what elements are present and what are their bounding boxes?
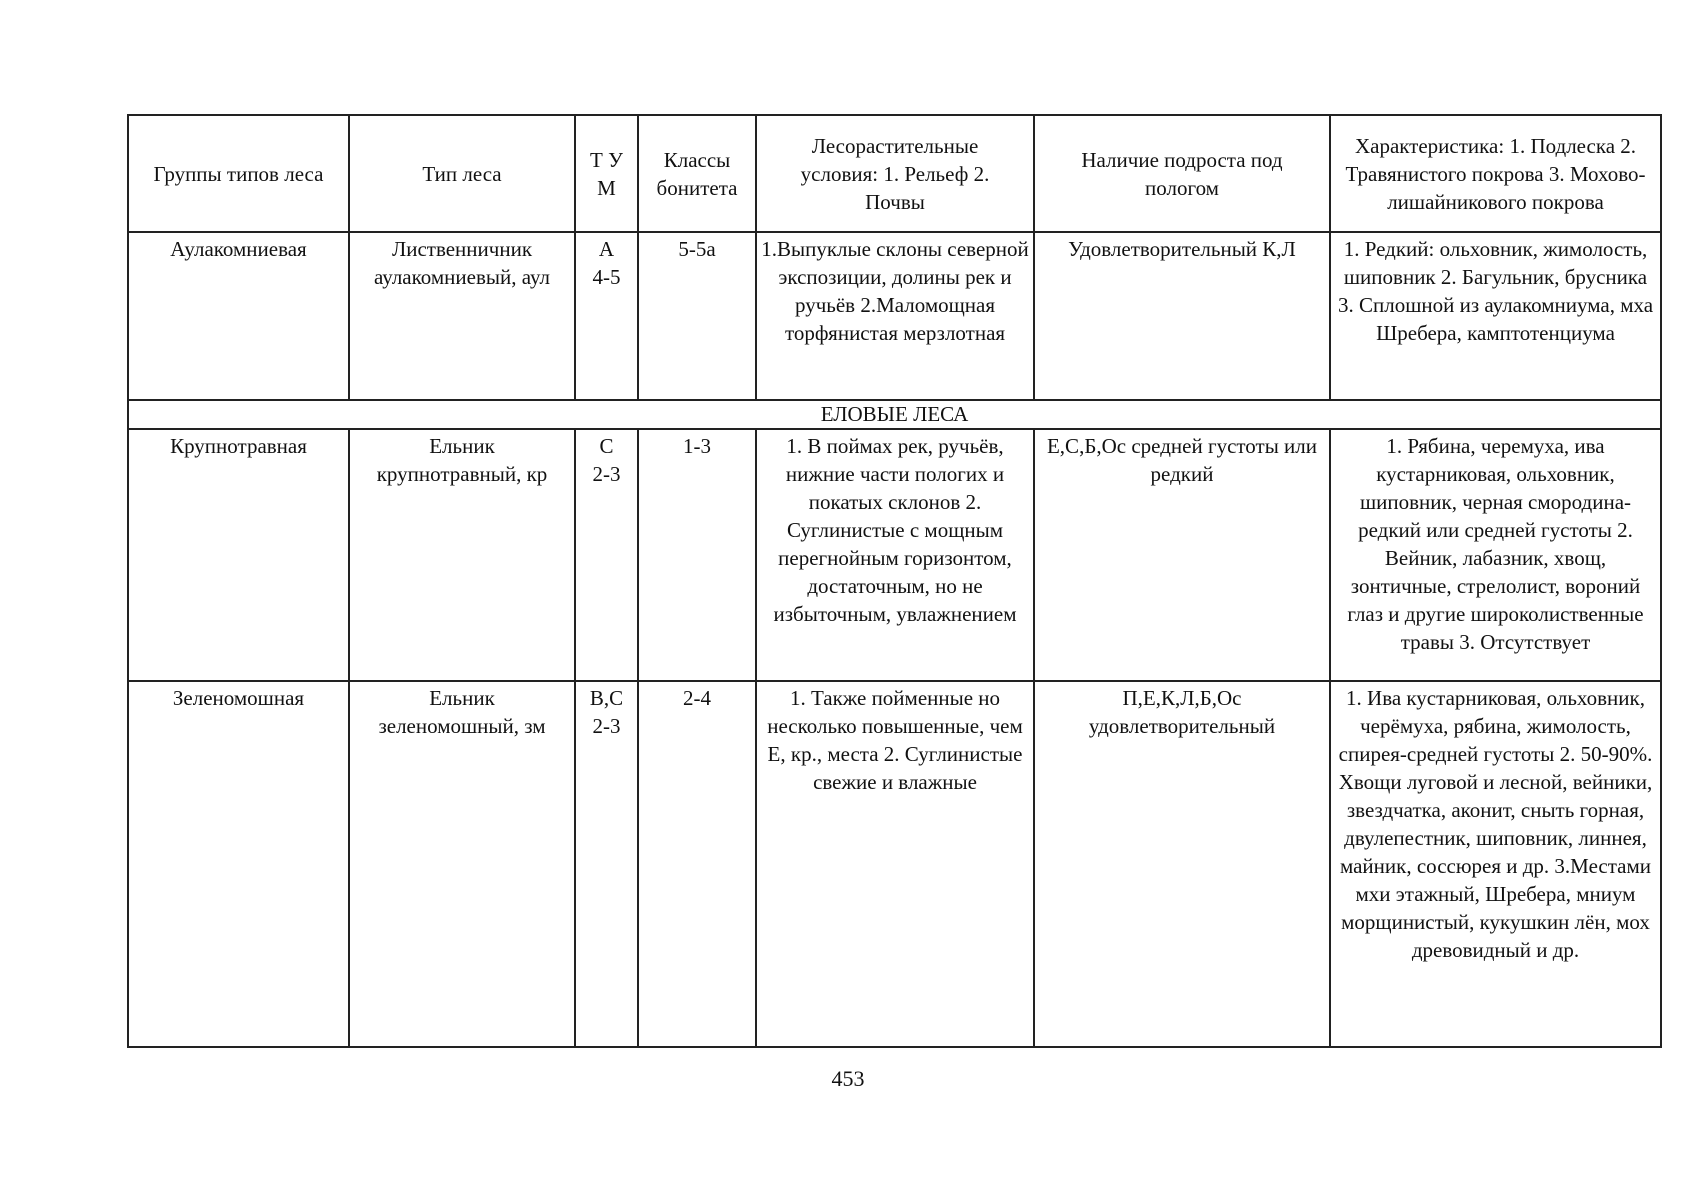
forest-types-table xyxy=(127,114,1662,1048)
page-number: 453 xyxy=(831,1066,865,1091)
cell-characteristic: 1. Рябина, черемуха, ива кустарниковая, ольховник, шиповник, черная смородина-редкий или средней густоты 2. Вейник, лабазник, хвощ, зонтичные, стрелолист, вороний глаз и другие широколиственные травы 3. Отсутствует xyxy=(1330,429,1661,681)
header-tum: Т У М xyxy=(575,115,638,232)
cell-tum: А 4-5 xyxy=(575,232,638,400)
cell-group: Аулакомниевая xyxy=(128,232,349,400)
cell-group: Зеленомошная xyxy=(128,681,349,1047)
header-undergrowth: Наличие подроста под пологом xyxy=(1034,115,1330,232)
cell-type: Лиственничник аулакомниевый, аул xyxy=(349,232,575,400)
cell-tum: В,С 2-3 xyxy=(575,681,638,1047)
cell-tum: С 2-3 xyxy=(575,429,638,681)
cell-characteristic: 1. Ива кустарниковая, ольховник, черёмуха, рябина, жимолость, спирея-средней густоты 2. 50-90%. Хвощи луговой и лесной, вейники, звездчатка, аконит, сныть горная, двулепестник, шиповник, линнея, майник, соссюрея и др. 3.Местами мхи этажный, Шребера, мниум морщинистый, кукушкин лён, мох древовидный и др. xyxy=(1330,681,1661,1047)
header-conditions: Лесорастительные условия: 1. Рельеф 2. Почвы xyxy=(756,115,1034,232)
cell-characteristic: 1. Редкий: ольховник, жимолость, шиповник 2. Багульник, брусника 3. Сплошной из аулакомниума, мха Шребера, камптотенциума xyxy=(1330,232,1661,400)
header-forest-group: Группы типов леса xyxy=(128,115,349,232)
cell-type: Ельник крупнотравный, кр xyxy=(349,429,575,681)
cell-type: Ельник зеленомошный, зм xyxy=(349,681,575,1047)
section-title: ЕЛОВЫЕ ЛЕСА xyxy=(128,400,1661,429)
cell-conditions: 1. Также пойменные но несколько повышенные, чем Е, кр., места 2. Суглинистые свежие и влажные xyxy=(756,681,1034,1047)
header-bonitet: Классы бонитета xyxy=(638,115,756,232)
table-row xyxy=(128,429,1661,681)
table-row xyxy=(128,232,1661,400)
cell-conditions: 1. В поймах рек, ручьёв, нижние части пологих и покатых склонов 2. Суглинистые с мощным перегнойным горизонтом, достаточным, но не избыточным, увлажнением xyxy=(756,429,1034,681)
cell-undergrowth: Е,С,Б,Ос средней густоты или редкий xyxy=(1034,429,1330,681)
table-row xyxy=(128,681,1661,1047)
header-characteristic: Характеристика: 1. Подлеска 2. Травянистого покрова 3. Мохово-лишайникового покрова xyxy=(1330,115,1661,232)
cell-bonitet: 1-3 xyxy=(638,429,756,681)
section-row xyxy=(128,400,1661,429)
header-forest-type: Тип леса xyxy=(349,115,575,232)
cell-bonitet: 2-4 xyxy=(638,681,756,1047)
cell-group: Крупнотравная xyxy=(128,429,349,681)
cell-undergrowth: П,Е,К,Л,Б,Ос удовлетворительный xyxy=(1034,681,1330,1047)
cell-conditions: 1.Выпуклые склоны северной экспозиции, долины рек и ручьёв 2.Маломощная торфянистая мерзлотная xyxy=(756,232,1034,400)
cell-bonitet: 5-5а xyxy=(638,232,756,400)
table-header-row xyxy=(128,115,1661,232)
cell-undergrowth: Удовлетворительный К,Л xyxy=(1034,232,1330,400)
